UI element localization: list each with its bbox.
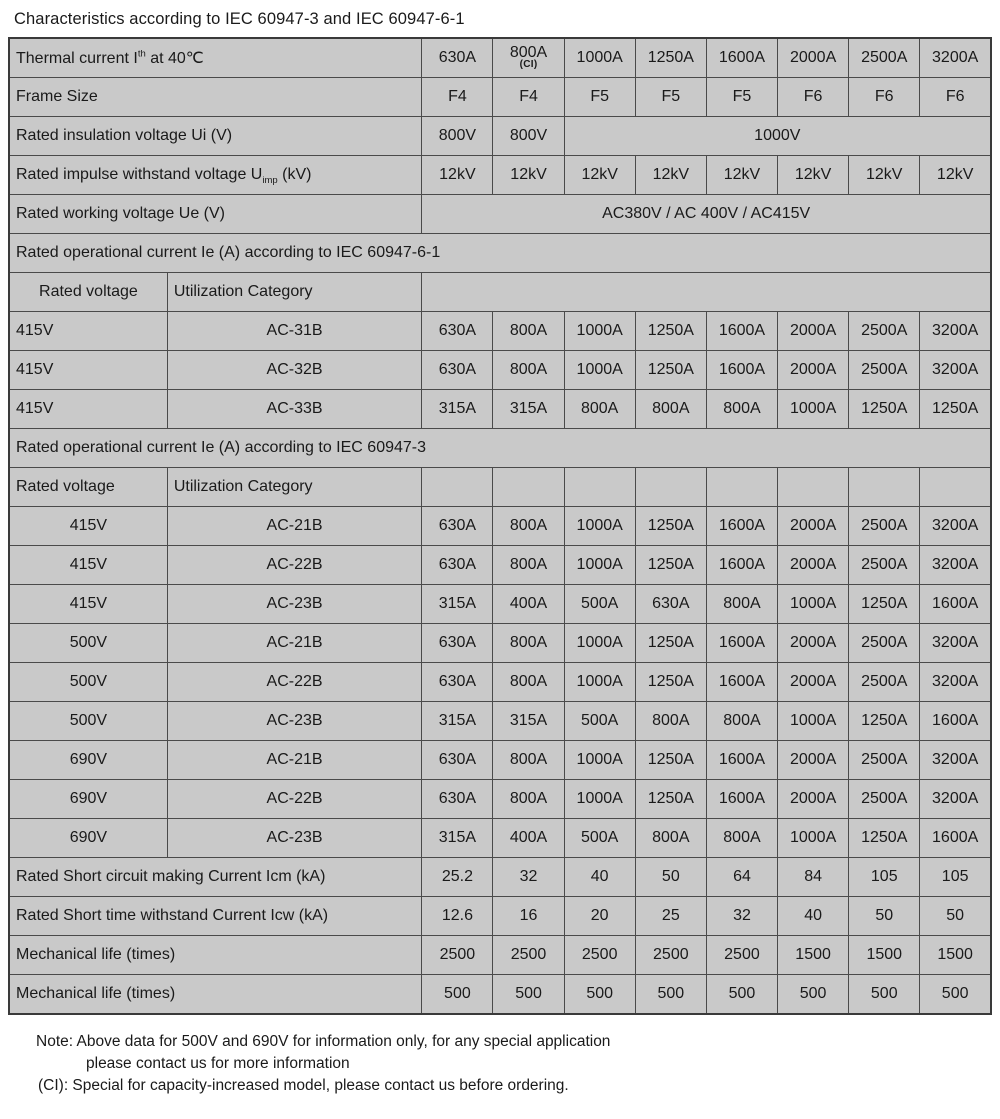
cell-value-2: 400A xyxy=(493,818,564,857)
column-header-utilization-category-3: Utilization Category xyxy=(167,467,422,506)
cell-value-7: 2500A xyxy=(849,545,920,584)
page-title: Characteristics according to IEC 60947-3 and IEC 60947-6-1 xyxy=(14,10,465,28)
table-row xyxy=(9,506,991,545)
cell-value-7: 2500A xyxy=(849,623,920,662)
cell-frame-size-1: F4 xyxy=(422,77,493,116)
capacity-increased-note: (CI) xyxy=(519,59,538,71)
cell-value-4: 1250A xyxy=(635,545,706,584)
cell-icw-6: 40 xyxy=(778,896,849,935)
cell-mech-life-2-8: 500 xyxy=(920,974,991,1014)
cell-voltage: 500V xyxy=(9,662,167,701)
cell-value-7: 2500A xyxy=(849,740,920,779)
cell-value-1: 315A xyxy=(422,584,493,623)
cell-value-5: 1600A xyxy=(706,350,777,389)
table-row-subheader-3 xyxy=(9,467,991,506)
cell-icm-8: 105 xyxy=(920,857,991,896)
cell-value-2: 800A xyxy=(493,662,564,701)
cell-value-4: 800A xyxy=(635,818,706,857)
cell-value-4: 630A xyxy=(635,584,706,623)
cell-value-7: 2500A xyxy=(849,350,920,389)
cell-voltage: 690V xyxy=(9,818,167,857)
cell-value-5: 1600A xyxy=(706,779,777,818)
row-label-working-voltage: Rated working voltage Ue (V) xyxy=(9,194,422,233)
cell-value-4: 800A xyxy=(635,701,706,740)
cell-thermal-current-4: 1250A xyxy=(635,38,706,78)
cell-value-5: 800A xyxy=(706,389,777,428)
cell-value-8: 1250A xyxy=(920,389,991,428)
table-row-impulse-voltage xyxy=(9,155,991,194)
cell-impulse-voltage-1: 12kV xyxy=(422,155,493,194)
row-label-icm: Rated Short circuit making Current Icm (kA) xyxy=(9,857,422,896)
cell-icw-3: 20 xyxy=(564,896,635,935)
cell-category: AC-21B xyxy=(167,623,422,662)
cell-icm-1: 25.2 xyxy=(422,857,493,896)
cell-value-4: 1250A xyxy=(635,623,706,662)
cell-value-3: 1000A xyxy=(564,740,635,779)
cell-value-7: 2500A xyxy=(849,662,920,701)
cell-voltage: 500V xyxy=(9,623,167,662)
cell-value-8: 1600A xyxy=(920,701,991,740)
cell-thermal-current-5: 1600A xyxy=(706,38,777,78)
cell-value-3: 1000A xyxy=(564,545,635,584)
cell-icw-2: 16 xyxy=(493,896,564,935)
column-header-rated-voltage-6-1: Rated voltage xyxy=(9,272,167,311)
cell-frame-size-3: F5 xyxy=(564,77,635,116)
cell-mech-life-2-2: 500 xyxy=(493,974,564,1014)
cell-icm-4: 50 xyxy=(635,857,706,896)
cell-value-1: 630A xyxy=(422,545,493,584)
table-row xyxy=(9,662,991,701)
cell-icm-7: 105 xyxy=(849,857,920,896)
cell-value-7: 1250A xyxy=(849,389,920,428)
cell-category: AC-23B xyxy=(167,818,422,857)
cell-value-5: 1600A xyxy=(706,662,777,701)
column-header-utilization-category-6-1: Utilization Category xyxy=(167,272,422,311)
cell-mech-life-1-3: 2500 xyxy=(564,935,635,974)
table-row-thermal-current xyxy=(9,38,991,78)
cell-mech-life-2-6: 500 xyxy=(778,974,849,1014)
cell-value-3: 1000A xyxy=(564,506,635,545)
column-header-spacer-1 xyxy=(422,467,493,506)
row-label-impulse-voltage: Rated impulse withstand voltage $U_{imp}$ (kV) xyxy=(9,155,422,194)
cell-value-1: 315A xyxy=(422,818,493,857)
cell-value-5: 800A xyxy=(706,701,777,740)
row-label-thermal-current: Thermal current Ith at 40℃ xyxy=(9,38,422,78)
cell-value-2: 800A xyxy=(493,779,564,818)
cell-insulation-voltage-merged: 1000V xyxy=(564,116,991,155)
cell-value-3: 1000A xyxy=(564,662,635,701)
cell-mech-life-1-2: 2500 xyxy=(493,935,564,974)
section-heading-iec-60947-6-1: Rated operational current Ie (A) according to IEC 60947-6-1 xyxy=(9,233,991,272)
note-line-2: please contact us for more information xyxy=(86,1054,350,1072)
table-row xyxy=(9,545,991,584)
table-row-icm xyxy=(9,857,991,896)
cell-impulse-voltage-8: 12kV xyxy=(920,155,991,194)
cell-icm-2: 32 xyxy=(493,857,564,896)
cell-mech-life-2-3: 500 xyxy=(564,974,635,1014)
cell-thermal-current-1: 630A xyxy=(422,38,493,78)
footnotes xyxy=(8,1015,992,1098)
subscript-imp: imp xyxy=(262,174,278,186)
cell-thermal-current-6: 2000A xyxy=(778,38,849,78)
column-header-spacer-6 xyxy=(778,467,849,506)
cell-value-8: 3200A xyxy=(920,662,991,701)
cell-value-1: 630A xyxy=(422,506,493,545)
cell-voltage: 415V xyxy=(9,506,167,545)
cell-thermal-current-8: 3200A xyxy=(920,38,991,78)
table-row xyxy=(9,740,991,779)
cell-impulse-voltage-3: 12kV xyxy=(564,155,635,194)
characteristics-table xyxy=(8,37,992,1015)
cell-icw-7: 50 xyxy=(849,896,920,935)
cell-value-8: 3200A xyxy=(920,740,991,779)
cell-mech-life-1-7: 1500 xyxy=(849,935,920,974)
cell-frame-size-7: F6 xyxy=(849,77,920,116)
table-row xyxy=(9,311,991,350)
cell-mech-life-2-4: 500 xyxy=(635,974,706,1014)
cell-category: AC-22B xyxy=(167,779,422,818)
cell-value-3: 1000A xyxy=(564,779,635,818)
table-row-subheader-6-1 xyxy=(9,272,991,311)
cell-icw-5: 32 xyxy=(706,896,777,935)
cell-value-2: 800A xyxy=(493,350,564,389)
cell-value-3: 1000A xyxy=(564,623,635,662)
cell-value-6: 2000A xyxy=(778,311,849,350)
cell-value-6: 2000A xyxy=(778,623,849,662)
cell-value-3: 500A xyxy=(564,818,635,857)
row-label-icw: Rated Short time withstand Current Icw (kA) xyxy=(9,896,422,935)
cell-value-2: 400A xyxy=(493,584,564,623)
cell-mech-life-2-7: 500 xyxy=(849,974,920,1014)
cell-value-8: 3200A xyxy=(920,350,991,389)
cell-category: AC-23B xyxy=(167,584,422,623)
cell-value-1: 630A xyxy=(422,779,493,818)
cell-value-8: 3200A xyxy=(920,506,991,545)
cell-value-2: 800A xyxy=(493,311,564,350)
cell-value-1: 630A xyxy=(422,350,493,389)
cell-value-5: 1600A xyxy=(706,623,777,662)
cell-value-5: 1600A xyxy=(706,506,777,545)
column-header-spacer-8 xyxy=(920,467,991,506)
cell-mech-life-2-5: 500 xyxy=(706,974,777,1014)
cell-mech-life-1-4: 2500 xyxy=(635,935,706,974)
table-row xyxy=(9,623,991,662)
table-row xyxy=(9,779,991,818)
row-label-insulation-voltage: Rated insulation voltage Ui (V) xyxy=(9,116,422,155)
cell-category: AC-21B xyxy=(167,740,422,779)
cell-value-2: 315A xyxy=(493,389,564,428)
table-row-section-heading-6-1 xyxy=(9,233,991,272)
cell-thermal-current-3: 1000A xyxy=(564,38,635,78)
cell-value-7: 2500A xyxy=(849,779,920,818)
cell-value-6: 2000A xyxy=(778,779,849,818)
cell-value-6: 2000A xyxy=(778,506,849,545)
cell-value-5: 800A xyxy=(706,818,777,857)
cell-value-8: 3200A xyxy=(920,779,991,818)
cell-value-8: 1600A xyxy=(920,584,991,623)
superscript-th: th xyxy=(137,48,146,60)
cell-value-2: 800A xyxy=(493,545,564,584)
cell-mech-life-1-1: 2500 xyxy=(422,935,493,974)
cell-frame-size-6: F6 xyxy=(778,77,849,116)
cell-value-1: 630A xyxy=(422,662,493,701)
cell-value-7: 1250A xyxy=(849,584,920,623)
cell-thermal-current-2 xyxy=(493,38,564,78)
note-line-1: Note: Above data for 500V and 690V for information only, for any special application xyxy=(36,1032,611,1050)
table-row xyxy=(9,584,991,623)
cell-value-6: 1000A xyxy=(778,818,849,857)
cell-icw-4: 25 xyxy=(635,896,706,935)
table-row-section-heading-3 xyxy=(9,428,991,467)
cell-icw-8: 50 xyxy=(920,896,991,935)
cell-value-3: 1000A xyxy=(564,350,635,389)
cell-category: AC-22B xyxy=(167,662,422,701)
cell-value-5: 800A xyxy=(706,584,777,623)
cell-impulse-voltage-2: 12kV xyxy=(493,155,564,194)
cell-value-4: 1250A xyxy=(635,740,706,779)
cell-icw-1: 12.6 xyxy=(422,896,493,935)
column-header-spacer-6-1 xyxy=(422,272,991,311)
table-row-frame-size xyxy=(9,77,991,116)
cell-voltage: 415V xyxy=(9,545,167,584)
cell-voltage: 690V xyxy=(9,779,167,818)
cell-value-4: 1250A xyxy=(635,311,706,350)
note-line-3: (CI): Special for capacity-increased model, please contact us before ordering. xyxy=(38,1077,569,1095)
cell-mech-life-1-8: 1500 xyxy=(920,935,991,974)
cell-impulse-voltage-7: 12kV xyxy=(849,155,920,194)
cell-value-1: 315A xyxy=(422,389,493,428)
column-header-spacer-7 xyxy=(849,467,920,506)
row-label-mechanical-life-1: Mechanical life (times) xyxy=(9,935,422,974)
table-row-working-voltage xyxy=(9,194,991,233)
row-label-mechanical-life-2: Mechanical life (times) xyxy=(9,974,422,1014)
cell-mech-life-1-6: 1500 xyxy=(778,935,849,974)
cell-insulation-voltage-1: 800V xyxy=(422,116,493,155)
cell-thermal-current-7: 2500A xyxy=(849,38,920,78)
cell-value-7: 2500A xyxy=(849,506,920,545)
cell-category: AC-33B xyxy=(167,389,422,428)
cell-insulation-voltage-2: 800V xyxy=(493,116,564,155)
table-row-mechanical-life-1 xyxy=(9,935,991,974)
cell-value-7: 2500A xyxy=(849,311,920,350)
cell-frame-size-8: F6 xyxy=(920,77,991,116)
column-header-spacer-2 xyxy=(493,467,564,506)
cell-frame-size-2: F4 xyxy=(493,77,564,116)
cell-value-8: 3200A xyxy=(920,545,991,584)
cell-icm-6: 84 xyxy=(778,857,849,896)
cell-value-6: 1000A xyxy=(778,389,849,428)
cell-category: AC-22B xyxy=(167,545,422,584)
cell-value-3: 800A xyxy=(564,389,635,428)
cell-value-8: 3200A xyxy=(920,311,991,350)
column-header-spacer-4 xyxy=(635,467,706,506)
cell-impulse-voltage-6: 12kV xyxy=(778,155,849,194)
cell-value-8: 3200A xyxy=(920,623,991,662)
cell-thermal-current-2-value: 800A xyxy=(509,44,548,62)
table-row-insulation-voltage xyxy=(9,116,991,155)
cell-value-6: 2000A xyxy=(778,662,849,701)
cell-value-2: 800A xyxy=(493,506,564,545)
cell-value-2: 315A xyxy=(493,701,564,740)
cell-value-8: 1600A xyxy=(920,818,991,857)
cell-value-1: 630A xyxy=(422,311,493,350)
table-row-mechanical-life-2 xyxy=(9,974,991,1014)
cell-voltage: 415V xyxy=(9,311,167,350)
cell-category: AC-23B xyxy=(167,701,422,740)
cell-frame-size-5: F5 xyxy=(706,77,777,116)
cell-value-4: 800A xyxy=(635,389,706,428)
cell-value-5: 1600A xyxy=(706,311,777,350)
cell-impulse-voltage-5: 12kV xyxy=(706,155,777,194)
table-row xyxy=(9,389,991,428)
cell-value-4: 1250A xyxy=(635,350,706,389)
cell-voltage: 415V xyxy=(9,584,167,623)
cell-value-4: 1250A xyxy=(635,662,706,701)
row-label-frame-size: Frame Size xyxy=(9,77,422,116)
cell-value-4: 1250A xyxy=(635,779,706,818)
cell-frame-size-4: F5 xyxy=(635,77,706,116)
cell-value-1: 630A xyxy=(422,623,493,662)
cell-value-1: 630A xyxy=(422,740,493,779)
cell-voltage: 415V xyxy=(9,389,167,428)
cell-icm-3: 40 xyxy=(564,857,635,896)
cell-impulse-voltage-4: 12kV xyxy=(635,155,706,194)
column-header-spacer-3 xyxy=(564,467,635,506)
cell-category: AC-31B xyxy=(167,311,422,350)
cell-value-5: 1600A xyxy=(706,740,777,779)
cell-value-6: 2000A xyxy=(778,350,849,389)
cell-value-5: 1600A xyxy=(706,545,777,584)
cell-working-voltage-merged: AC380V / AC 400V / AC415V xyxy=(422,194,991,233)
table-row xyxy=(9,350,991,389)
cell-mech-life-2-1: 500 xyxy=(422,974,493,1014)
cell-value-3: 500A xyxy=(564,584,635,623)
cell-value-4: 1250A xyxy=(635,506,706,545)
cell-value-2: 800A xyxy=(493,623,564,662)
column-header-rated-voltage-3: Rated voltage xyxy=(9,467,167,506)
table-row xyxy=(9,701,991,740)
section-heading-iec-60947-3: Rated operational current Ie (A) according to IEC 60947-3 xyxy=(9,428,991,467)
table-row xyxy=(9,818,991,857)
column-header-spacer-5 xyxy=(706,467,777,506)
cell-value-3: 1000A xyxy=(564,311,635,350)
cell-value-6: 1000A xyxy=(778,584,849,623)
cell-voltage: 415V xyxy=(9,350,167,389)
cell-voltage: 500V xyxy=(9,701,167,740)
cell-value-1: 315A xyxy=(422,701,493,740)
cell-category: AC-32B xyxy=(167,350,422,389)
cell-value-7: 1250A xyxy=(849,701,920,740)
cell-value-6: 2000A xyxy=(778,545,849,584)
cell-value-6: 2000A xyxy=(778,740,849,779)
cell-value-2: 800A xyxy=(493,740,564,779)
cell-icm-5: 64 xyxy=(706,857,777,896)
cell-value-7: 1250A xyxy=(849,818,920,857)
table-row-icw xyxy=(9,896,991,935)
cell-category: AC-21B xyxy=(167,506,422,545)
cell-mech-life-1-5: 2500 xyxy=(706,935,777,974)
cell-voltage: 690V xyxy=(9,740,167,779)
cell-value-3: 500A xyxy=(564,701,635,740)
cell-value-6: 1000A xyxy=(778,701,849,740)
